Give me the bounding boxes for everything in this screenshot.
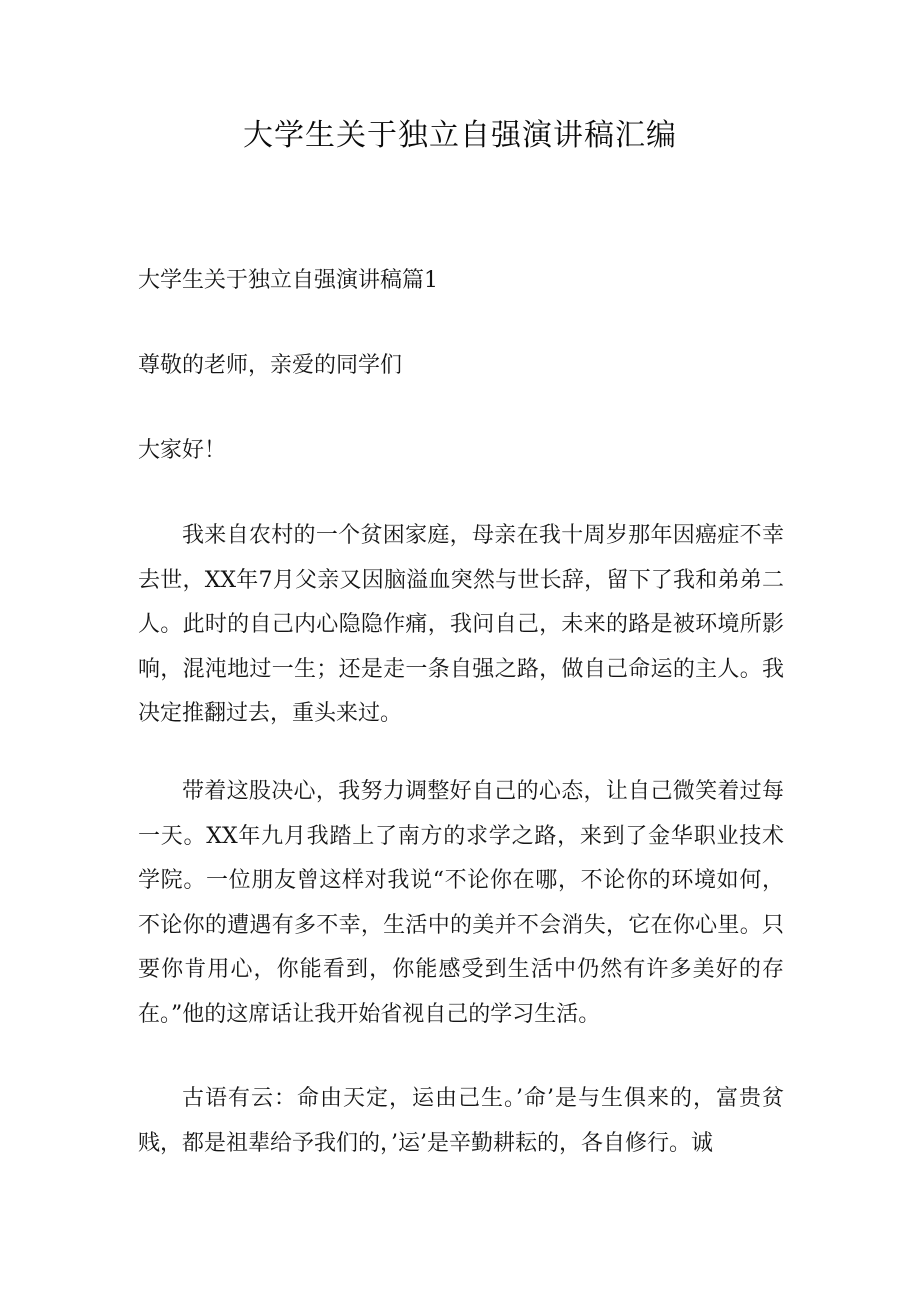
document-title: 大学生关于独立自强演讲稿汇编	[243, 118, 677, 153]
paragraph-2: 带着这股决心，我努力调整好自己的心态，让自己微笑着过每一天。XX年九月我踏上了南方的求学之路，来到了金华职业技术学院。一位朋友曾这样对我说“不论你在哪，不论你的环境如何，不论你的遭遇有多不幸，生活中的美并不会消失，它在你心里。只要你肯用心，你能看到，你能感受到生活中仍然有许多美好的存在。”他的这席话让我开始省视自己的学习生活。	[138, 779, 784, 1027]
paragraph-1: 我来自农村的一个贫困家庭，母亲在我十周岁那年因癌症不幸去世，XX年7月父亲又因脑溢血突然与世长辞，留下了我和弟弟二人。此时的自己内心隐隐作痛，我问自己，未来的路是被环境所影响，混沌地过一生；还是走一条自强之路，做自己命运的主人。我决定推翻过去，重头来过。	[138, 523, 784, 726]
section-heading: 大学生关于独立自强演讲稿篇1	[138, 268, 438, 293]
greeting: 大家好！	[138, 438, 227, 463]
paragraph-3: 古语有云：命由天定，运由己生。’命’是与生俱来的，富贵贫贱，都是祖辈给予我们的，’运’是辛勤耕耘的，各自修行。诚	[138, 1086, 784, 1156]
salutation: 尊敬的老师，亲爱的同学们	[138, 353, 403, 378]
